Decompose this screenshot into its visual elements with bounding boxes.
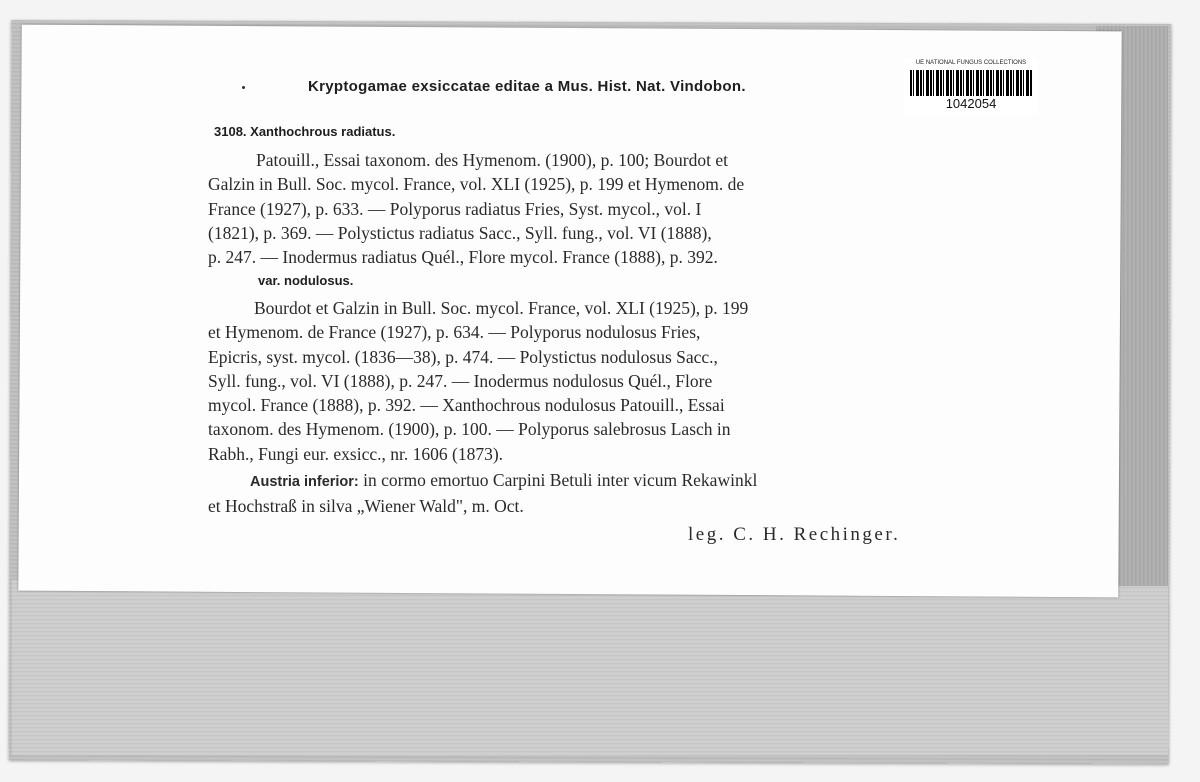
barcode-icon: [910, 70, 1032, 96]
text-line: (1821), p. 369. — Polystictus radiatus Sacc., Syll. fung., vol. VI (1888),: [208, 222, 712, 243]
text-line: Syll. fung., vol. VI (1888), p. 247. — Inodermus nodulosus Quél., Flore: [208, 370, 713, 391]
variety-heading: var. nodulosus.: [258, 273, 354, 288]
barcode-institution: UE NATIONAL FUNGUS COLLECTIONS: [915, 60, 1027, 66]
text-line: et Hymenom. de France (1927), p. 634. — Polyporus nodulosus Fries,: [208, 322, 701, 343]
locality-line-1: [208, 468, 960, 494]
text-line: mycol. France (1888), p. 392. — Xanthochrous nodulosus Patouill., Essai: [208, 395, 725, 416]
text-line: France (1927), p. 633. — Polyporus radiatus Fries, Syst. mycol., vol. I: [208, 198, 702, 219]
locality-region: Austria inferior:: [250, 474, 359, 490]
locality-line-2: et Hochstraß in silva „Wiener Wald", m. Oct.: [208, 496, 524, 517]
label-header: Kryptogamae exsiccatae editae a Mus. Hist. Nat. Vindobon.: [308, 78, 746, 95]
text-line: Bourdot et Galzin in Bull. Soc. mycol. France, vol. XLI (1925), p. 199: [254, 298, 749, 318]
barcode-number: 1042054: [945, 96, 997, 111]
locality-paragraph: [208, 468, 960, 519]
ink-dot: [242, 86, 245, 89]
text-line: Patouill., Essai taxonom. des Hymenom. (1900), p. 100; Bourdot et: [256, 150, 728, 170]
barcode-sticker: [904, 58, 1038, 114]
species-title: 3108. Xanthochrous radiatus.: [214, 124, 396, 139]
text-line: p. 247. — Inodermus radiatus Quél., Flore mycol. France (1888), p. 392.: [208, 247, 718, 268]
collector-signature: leg. C. H. Rechinger.: [688, 524, 901, 545]
text-line: taxonom. des Hymenom. (1900), p. 100. — Polyporus salebrosus Lasch in: [208, 419, 731, 440]
text-line: Epicris, syst. mycol. (1836—38), p. 474. — Polystictus nodulosus Sacc.,: [208, 346, 718, 367]
text-line: Rabh., Fungi eur. exsicc., nr. 1606 (1873).: [208, 443, 504, 464]
text-line: Galzin in Bull. Soc. mycol. France, vol. XLI (1925), p. 199 et Hymenom. de: [208, 174, 745, 195]
envelope-lower-flap: [12, 580, 1168, 755]
synonymy-paragraph-1: [208, 148, 960, 269]
synonymy-paragraph-2: [208, 296, 960, 466]
locality-description: in cormo emortuo Carpini Betuli inter vicum Rekawinkl: [358, 470, 758, 490]
